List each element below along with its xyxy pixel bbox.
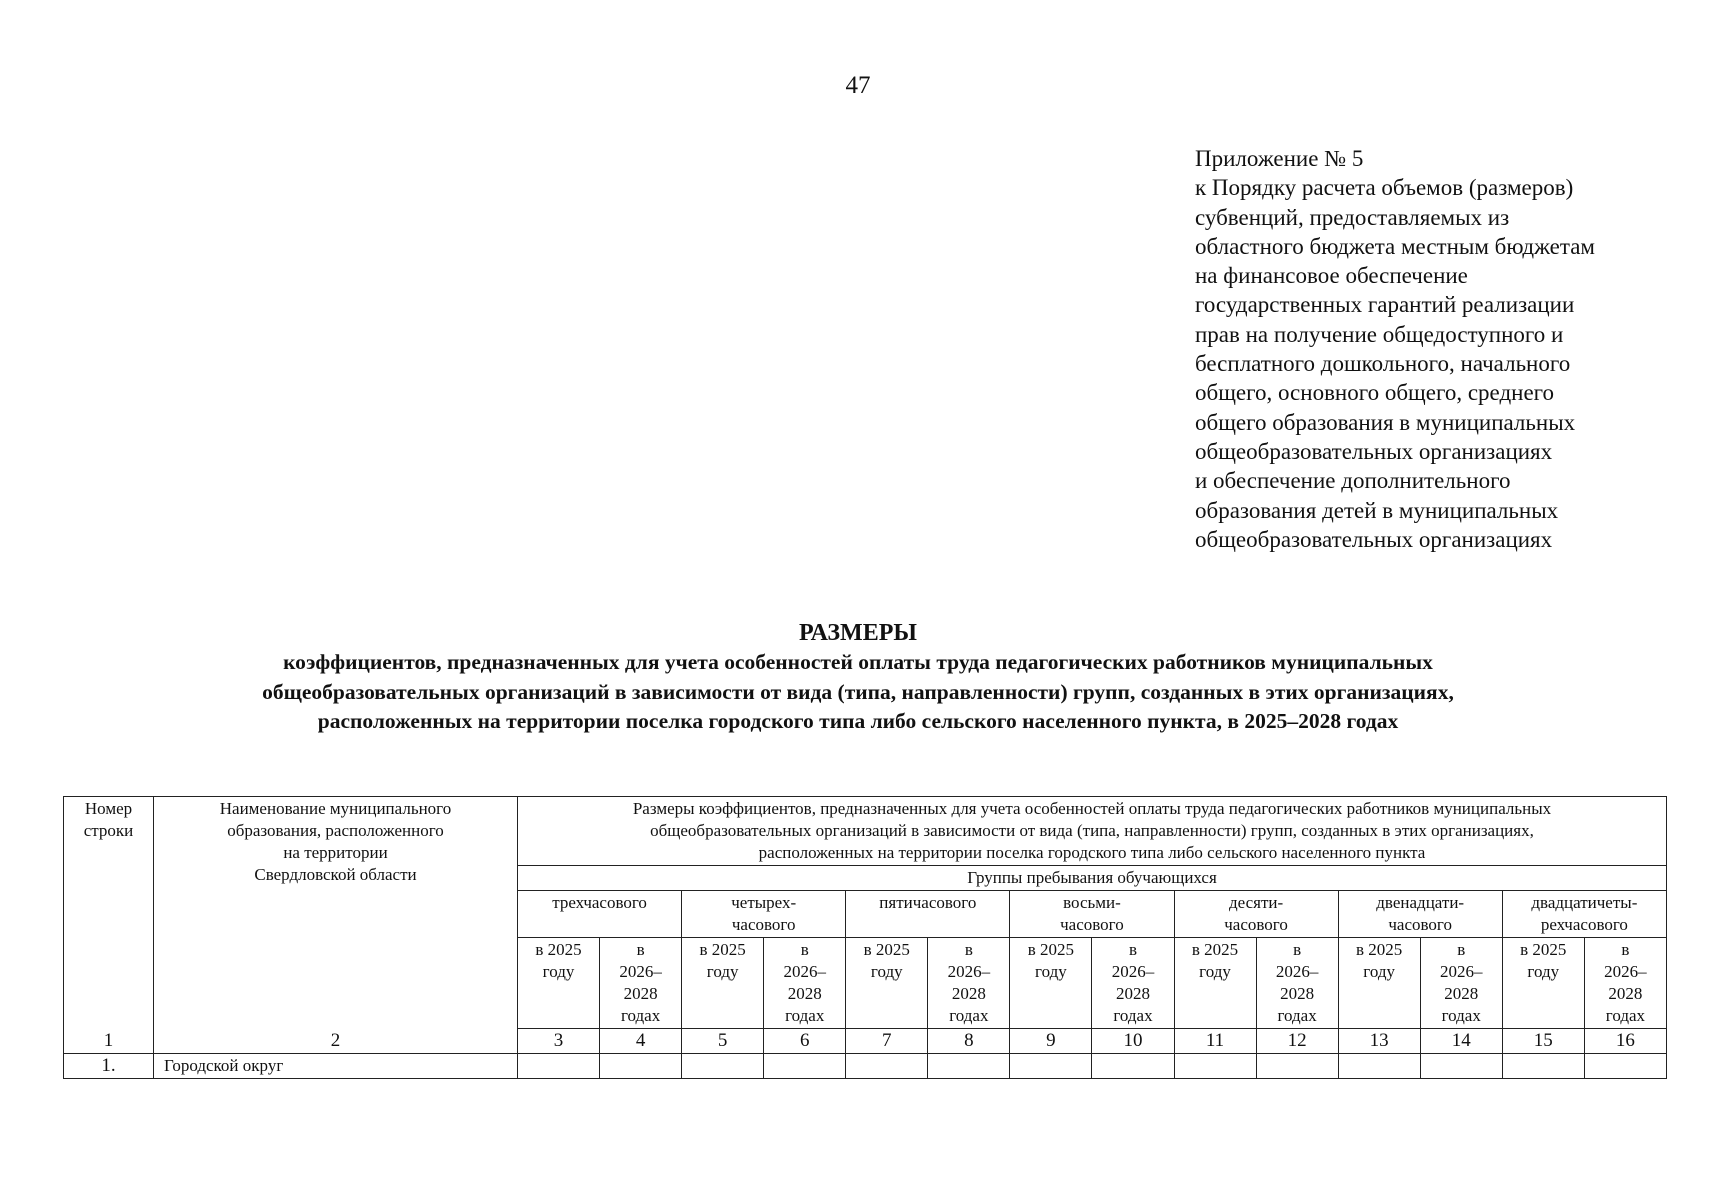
value-cell <box>928 1054 1010 1079</box>
column-number-cell: 11 <box>1174 1029 1256 1054</box>
header-group <box>518 891 682 938</box>
header-year-line: годах <box>620 1006 661 1025</box>
header-years-2026-2028 <box>1584 938 1666 1029</box>
header-year-line: годах <box>785 1006 825 1025</box>
column-numbers-row <box>64 1029 1667 1054</box>
page-number: 47 <box>845 72 871 99</box>
header-year-line: 2028 <box>951 984 986 1003</box>
header-years-2026-2028 <box>600 938 682 1029</box>
appendix-line: и обеспечение дополнительного <box>1195 468 1511 494</box>
header-year-line: 2028 <box>1608 984 1643 1003</box>
value-cell <box>1420 1054 1502 1079</box>
column-number-cell: 15 <box>1502 1029 1584 1054</box>
appendix-note <box>1195 144 1665 554</box>
header-group-line: часового <box>731 915 796 934</box>
appendix-line: образования детей в муниципальных <box>1195 497 1559 523</box>
header-year-line: годах <box>1441 1006 1481 1025</box>
header-text-line: строки <box>83 821 134 840</box>
header-year-line: 2028 <box>623 984 658 1003</box>
header-year-line: 2026– <box>1439 962 1483 981</box>
appendix-line: общего образования в муниципальных <box>1195 409 1576 435</box>
header-year-line: году <box>1527 962 1560 981</box>
header-year-line: году <box>1363 962 1396 981</box>
header-row-1 <box>64 797 1667 866</box>
header-group-line: часового <box>1224 915 1288 934</box>
header-year-line: 2026– <box>619 962 662 981</box>
header-year-line: 2028 <box>787 984 822 1003</box>
value-cell <box>1338 1054 1420 1079</box>
column-number-cell: 9 <box>1010 1029 1092 1054</box>
title-line: общеобразовательных организаций в зависимости от вида (типа, направленности) групп, созданных в этих организациях, <box>262 679 1454 704</box>
header-coefficients <box>518 797 1667 866</box>
header-year-line: в 2025 <box>863 940 910 959</box>
header-year-line: в 2025 <box>699 940 746 959</box>
header-groups-label: Группы пребывания обучающихся <box>518 866 1667 891</box>
header-year-line: в <box>800 940 809 959</box>
appendix-line: государственных гарантий реализации <box>1195 292 1575 318</box>
header-year-2025 <box>1502 938 1584 1029</box>
header-text-line: Размеры коэффициентов, предназначенных для учета особенностей оплаты труда педагогических работников муниципальных <box>632 799 1552 818</box>
header-year-2025 <box>1174 938 1256 1029</box>
header-years-2026-2028 <box>1256 938 1338 1029</box>
header-row-number <box>64 797 154 1029</box>
header-year-line: годах <box>1277 1006 1317 1025</box>
header-text-line: Наименование муниципального <box>219 799 452 818</box>
header-text-line: Свердловской области <box>254 865 417 884</box>
value-cell <box>1010 1054 1092 1079</box>
appendix-line: общего, основного общего, среднего <box>1195 380 1555 406</box>
header-year-line: в <box>1128 940 1137 959</box>
header-group <box>1010 891 1174 938</box>
header-text-line: расположенных на территории поселка городского типа либо сельского населенного пункта <box>758 843 1426 862</box>
header-year-line: в <box>964 940 973 959</box>
coefficients-table <box>63 796 1667 1079</box>
column-number-cell: 8 <box>928 1029 1010 1054</box>
header-group-line: пятичасового <box>879 893 977 912</box>
header-group-line: рехчасового <box>1540 915 1628 934</box>
header-year-line: 2026– <box>1111 962 1155 981</box>
appendix-line: общеобразовательных организациях <box>1195 526 1553 552</box>
table-row <box>64 1054 1667 1079</box>
header-year-line: в <box>636 940 645 959</box>
header-group <box>682 891 846 938</box>
value-cell <box>682 1054 764 1079</box>
value-cell <box>1502 1054 1584 1079</box>
header-year-line: 2026– <box>783 962 826 981</box>
header-group-line: десяти- <box>1228 893 1284 912</box>
header-year-line: году <box>542 962 575 981</box>
appendix-line: к Порядку расчета объемов (размеров) <box>1195 175 1574 201</box>
header-municipality <box>154 797 518 1029</box>
value-cell <box>846 1054 928 1079</box>
column-number-cell: 14 <box>1420 1029 1502 1054</box>
header-year-line: году <box>1035 962 1067 981</box>
header-year-line: в 2025 <box>1027 940 1075 959</box>
appendix-line: на финансовое обеспечение <box>1195 263 1468 289</box>
header-group <box>1502 891 1666 938</box>
header-year-2025 <box>682 938 764 1029</box>
header-year-line: 2026– <box>947 962 991 981</box>
header-group-line: четырех- <box>731 893 797 912</box>
header-year-line: 2028 <box>1115 984 1150 1003</box>
appendix-line: прав на получение общедоступного и <box>1195 321 1564 347</box>
header-year-line: году <box>1199 962 1231 981</box>
municipality-name-cell: Городской округ <box>154 1054 518 1079</box>
header-text-line: Номер <box>84 799 133 818</box>
value-cell <box>1174 1054 1256 1079</box>
column-number-cell: 5 <box>682 1029 764 1054</box>
header-year-2025 <box>1010 938 1092 1029</box>
header-group-line: восьми- <box>1063 893 1121 912</box>
title-subtitle <box>0 648 1716 737</box>
header-group <box>846 891 1010 938</box>
header-year-line: в 2025 <box>535 940 582 959</box>
header-year-line: в 2025 <box>1191 940 1239 959</box>
header-year-line: в <box>1457 940 1466 959</box>
value-cell <box>1584 1054 1666 1079</box>
header-group-line: трехчасового <box>552 893 647 912</box>
header-text-line: на территории <box>283 843 388 862</box>
header-year-line: в 2025 <box>1356 940 1403 959</box>
header-year-line: году <box>870 962 903 981</box>
header-text-line: образования, расположенного <box>227 821 444 840</box>
title-main: РАЗМЕРЫ <box>799 620 917 646</box>
column-number-cell: 7 <box>846 1029 928 1054</box>
header-group-line: двадцатичеты- <box>1531 893 1638 912</box>
column-number-cell: 2 <box>154 1029 518 1054</box>
header-year-line: годах <box>949 1006 989 1025</box>
title-line: коэффициентов, предназначенных для учета особенностей оплаты труда педагогических работников муниципальных <box>283 650 1433 674</box>
header-year-2025 <box>1338 938 1420 1029</box>
title-line: расположенных на территории поселка городского типа либо сельского населенного пункта, в 2025–2028 годах <box>317 709 1399 733</box>
header-group <box>1174 891 1338 938</box>
header-years-2026-2028 <box>764 938 846 1029</box>
header-text-line: общеобразовательных организаций в зависимости от вида (типа, направленности) групп, созданных в этих организациях, <box>650 821 1534 840</box>
header-years-2026-2028 <box>928 938 1010 1029</box>
header-year-line: годах <box>1113 1006 1153 1025</box>
value-cell <box>600 1054 682 1079</box>
appendix-line: общеобразовательных организациях <box>1195 438 1553 464</box>
appendix-line: субвенций, предоставляемых из <box>1195 204 1510 230</box>
column-number-cell: 16 <box>1584 1029 1666 1054</box>
header-year-line: 2026– <box>1604 962 1647 981</box>
column-number-cell: 4 <box>600 1029 682 1054</box>
header-year-line: в <box>1293 940 1302 959</box>
header-years-2026-2028 <box>1092 938 1174 1029</box>
column-number-cell: 10 <box>1092 1029 1174 1054</box>
header-group <box>1338 891 1502 938</box>
appendix-line: бесплатного дошкольного, начального <box>1195 351 1571 377</box>
appendix-line: Приложение № 5 <box>1195 146 1364 171</box>
header-year-line: 2026– <box>1275 962 1319 981</box>
header-year-line: в 2025 <box>1520 940 1567 959</box>
header-group-line: двенадцати- <box>1376 893 1465 912</box>
header-year-2025 <box>518 938 600 1029</box>
value-cell <box>1092 1054 1174 1079</box>
appendix-line: областного бюджета местным бюджетам <box>1195 233 1595 259</box>
column-number-cell: 3 <box>518 1029 600 1054</box>
column-number-cell: 6 <box>764 1029 846 1054</box>
header-years-2026-2028 <box>1420 938 1502 1029</box>
column-number-cell: 12 <box>1256 1029 1338 1054</box>
header-group-line: часового <box>1388 915 1452 934</box>
header-year-line: 2028 <box>1280 984 1315 1003</box>
header-year-2025 <box>846 938 928 1029</box>
column-number-cell: 1 <box>64 1029 154 1054</box>
header-year-line: году <box>706 962 739 981</box>
document-title <box>0 618 1716 737</box>
row-number-cell: 1. <box>64 1054 154 1079</box>
header-year-line: 2028 <box>1444 984 1479 1003</box>
value-cell <box>764 1054 846 1079</box>
value-cell <box>518 1054 600 1079</box>
value-cell <box>1256 1054 1338 1079</box>
header-year-line: годах <box>1605 1006 1646 1025</box>
header-group-line: часового <box>1060 915 1124 934</box>
header-year-line: в <box>1621 940 1630 959</box>
column-number-cell: 13 <box>1338 1029 1420 1054</box>
